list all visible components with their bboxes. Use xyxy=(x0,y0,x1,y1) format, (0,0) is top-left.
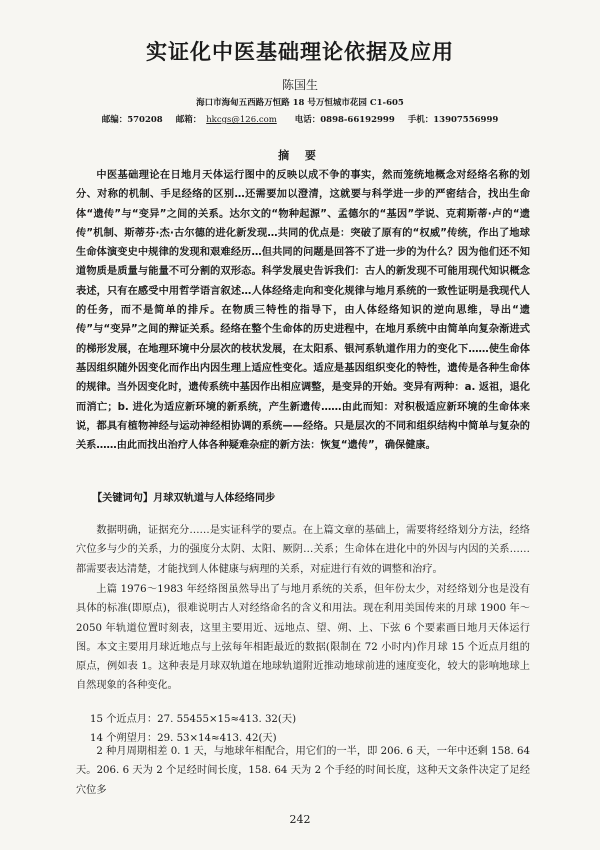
body-paragraph: 2 种月周期相差 0. 1 天，与地球年相配合，用它们的一半，即 206. 6 天，一年中还剩 158. 64 天。206. 6 天为 2 个足经时间长度，158. 64 天为 2 个手经的时间长度，这种天文条件决定了足经穴位多 xyxy=(76,746,530,796)
keywords-text: 月球双轨道与人体经络同步 xyxy=(153,493,276,504)
abstract-text: 中医基础理论在日地月天体运行图中的反映以成不争的事实，然而笼统地概念对经络名称的划分、对称的机制、手足经络的区别…还需要加以澄清，这就要与科学进一步的严密结合，找出生命体“遗传”与“变异”之间的关系。达尔文的“物种起源”、孟德尔的“基因”学说、克莉斯蒂·卢的“遗传”机制、斯蒂芬·杰·古尔德的进化新发现…共同的优点是：突破了原有的“权威”传统，作出了地球生命体演变史中规律的发现和艰难经历…但共同的问题是回答不了进一步的为什么？因为他们还不知道物质是质量与能量不可分割的双形态。科学发展史告诉我们：古人的新发现不可能用现代知识概念表述，只有在感受中用哲学语言叙述…人体经络走向和变化规律与地月系统的一致性证明是我现代人的任务，而不是简单的排斥。在物质三特性的指导下，由人体经络知识的逆向思维，导出“遗传”与“变异”之间的辩证关系。经络在整个生命体的历史进程中，在地月系统中由简单向复杂渐进式的梯形发展，在地理环境中分层次的枝状发展，在太阳系、银河系轨道作用力的变化下……使生命体基因组织随外因变化而作出内因生理上适应性变化。适应是基因组织变化的特性，遗传是各种生命体的规律。当外因变化时，遗传系统中基因作出相应调整，是变异的开始。变异有两种：a. 返祖，退化而消亡；b. 进化为适应新环境的新系统，产生新遗传……由此而知：对积极适应新环境的生命体来说，都具有植物神经与运动神经相协调的系统——经络。只是层次的不同和组织结构中简单与复杂的关系……由此而找出治疗人体各种疑难杂症的新方法：恢复“遗传”，确保健康。 xyxy=(76,170,530,452)
email[interactable]: 邮箱： hkcgs@126.com xyxy=(175,115,277,125)
keywords xyxy=(92,489,532,504)
keywords-label: 【关键词句】 xyxy=(92,493,154,504)
author-address: 海口市海甸五西路万恒路 18 号万恒城市花园 C1-605 xyxy=(196,98,404,108)
paper-title: 实证化中医基础理论依据及应用 xyxy=(146,40,454,64)
phone: 电话：0898-66192999 xyxy=(294,115,395,125)
formula-line: 14 个朔望月：29. 53×14≈413. 42(天) xyxy=(90,733,277,744)
mobile: 手机：13907556999 xyxy=(407,115,499,125)
author-contact xyxy=(0,113,600,125)
body-paragraph: 上篇 1976～1983 年经络图虽然导出了与地月系统的关系，但年份太少，对经络划分也是没有具体的标准(即原点)，很难说明古人对经络命名的含义和用法。现在利用美国传来的月球 1900 年～2050 年轨道位置时刻表，这里主要用近、远地点、望、朔、上、下弦 6 个要素画日地月天体运行图。本文主要用月球近地点与上弦每年相距最近的数据(限制在 72 小时内)作月球 15 个近点月组的原点，例如表 1。这种表是月球双轨道在地球轨道附近推动地球前进的速度变化，较大的影响地球上自然现象的各种变化。 xyxy=(76,584,530,692)
formula-line: 15 个近点月：27. 55455×15≈413. 32(天) xyxy=(90,714,297,725)
abstract-heading: 摘 要 xyxy=(278,149,322,162)
body-paragraph: 数据明确，证据充分……是实证科学的要点。在上篇文章的基础上，需要将经络划分方法，经络穴位多与少的关系，力的强度分太阴、太阳、厥阴…关系；生命体在进化中的外因与内因的关系……都需要表达清楚，才能找到人体健康与病理的关系，对症进行有效的调整和治疗。 xyxy=(76,525,530,575)
author-name: 陈国生 xyxy=(281,78,318,92)
page-number: 242 xyxy=(289,813,311,826)
postcode: 邮编：570208 xyxy=(101,115,163,125)
